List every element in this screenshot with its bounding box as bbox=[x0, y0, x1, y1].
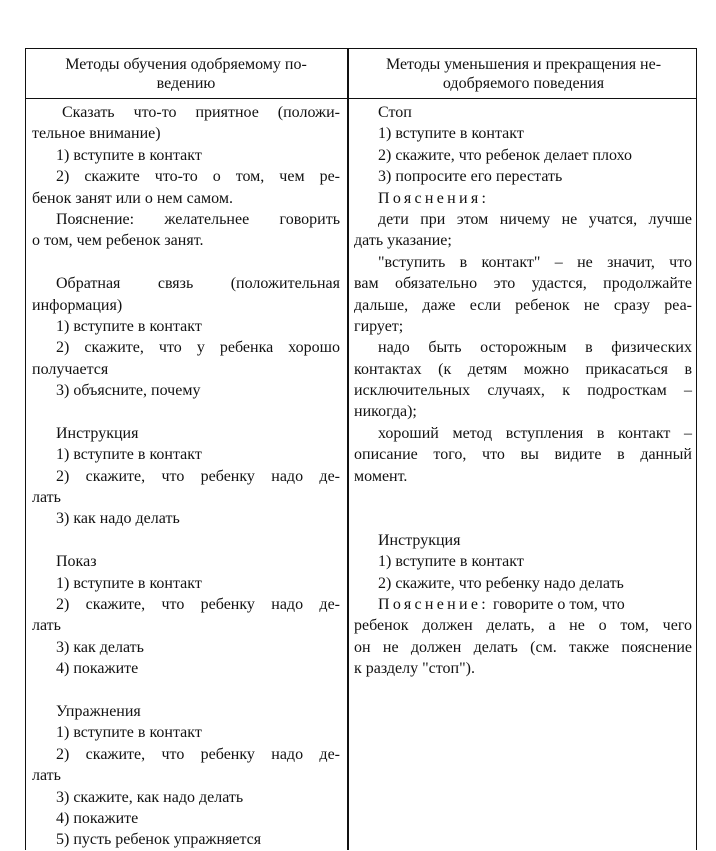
text-line: о том, чем ребенок занят. bbox=[32, 232, 204, 250]
text-line: дальше, даже если ребенок не сразу реа- bbox=[354, 296, 692, 314]
text-line: 2) скажите, что у ребенка хорошо bbox=[56, 339, 340, 357]
text-line: описание того, что вы видите в данный bbox=[354, 446, 692, 464]
text-line: 4) покажите bbox=[56, 809, 139, 827]
text-line: 2) скажите, что ребенку надо де- bbox=[56, 467, 340, 485]
text-line: информация) bbox=[32, 296, 123, 314]
explanation-label: Пояснения: bbox=[378, 189, 490, 207]
blank-line bbox=[32, 252, 340, 273]
text-line: хороший метод вступления в контакт – bbox=[378, 424, 692, 442]
header-approved-behavior bbox=[36, 55, 336, 93]
text-line: 1) вступите в контакт bbox=[56, 446, 202, 464]
text-line: 4) покажите bbox=[56, 660, 139, 678]
text-line: 2) скажите, что ребенок делает плохо bbox=[378, 146, 633, 164]
text-line: момент. bbox=[354, 467, 408, 485]
blank-line bbox=[354, 508, 692, 529]
text-line: "вступить в контакт" – не значит, что bbox=[378, 253, 692, 271]
text-line: дети при этом ничему не учатся, лучше bbox=[378, 210, 692, 228]
text-line: исключительных случаях, к подросткам – bbox=[354, 382, 692, 400]
text-line: вам обязательно это удастся, продолжайте bbox=[354, 275, 692, 293]
text-line: 2) скажите что-то о том, чем ре- bbox=[56, 168, 340, 186]
text-line: гирует; bbox=[354, 317, 404, 335]
text-line bbox=[354, 594, 692, 615]
text-line: дать указание; bbox=[354, 232, 452, 250]
text-line: бенок занят или о нем самом. bbox=[32, 189, 233, 207]
text-line: 1) вступите в контакт bbox=[378, 125, 524, 143]
section-heading: Стоп bbox=[378, 104, 412, 121]
text-line: к разделу "стоп"). bbox=[354, 660, 475, 678]
header-right-text: Методы уменьшения и прекращения не- одобряемого поведения bbox=[385, 56, 662, 92]
text-line: 3) объясните, почему bbox=[56, 382, 201, 400]
left-column-content bbox=[32, 102, 340, 851]
text-line: 3) попросите его перестать bbox=[378, 168, 563, 186]
text-line: никогда); bbox=[354, 403, 417, 421]
blank-line bbox=[32, 401, 340, 422]
text-line: лать bbox=[32, 767, 61, 785]
table-header-row bbox=[26, 49, 696, 99]
text-line: 3) скажите, как надо делать bbox=[56, 788, 244, 806]
text-line: получается bbox=[32, 360, 109, 378]
text-line: 2) скажите, что ребенку надо де- bbox=[56, 595, 340, 613]
column-divider bbox=[347, 49, 349, 850]
section-heading: Упражнения bbox=[56, 702, 141, 720]
section-heading: Показ bbox=[56, 553, 97, 571]
text-line: 2) скажите, что ребенку надо делать bbox=[378, 574, 624, 592]
text-line: 2) скажите, что ребенку надо де- bbox=[56, 745, 340, 763]
blank-line bbox=[32, 680, 340, 701]
text-line: 3) как делать bbox=[56, 638, 144, 656]
right-column-content bbox=[354, 102, 692, 680]
text-line: 5) пусть ребенок упражняется bbox=[56, 831, 262, 849]
header-unapproved-behavior bbox=[356, 55, 691, 93]
section-heading: Инструкция bbox=[56, 424, 139, 442]
explanation-label: Пояснение: bbox=[378, 595, 490, 613]
blank-line bbox=[354, 487, 692, 508]
text-line: контактах (к детям можно прикасаться в bbox=[354, 360, 692, 378]
text-line: 1) вступите в контакт bbox=[56, 574, 202, 592]
text-line: 1) вступите в контакт bbox=[378, 553, 524, 571]
text-line: лать bbox=[32, 489, 61, 507]
text-line: Обратная связь (положительная bbox=[56, 275, 340, 293]
text-line: тельное внимание) bbox=[32, 125, 161, 143]
text-line: 3) как надо делать bbox=[56, 510, 180, 528]
text-line: лать bbox=[32, 617, 61, 635]
text-line: он не должен делать (см. также пояснение bbox=[354, 638, 692, 656]
text-line: Пояснение: желательнее говорить bbox=[56, 210, 340, 228]
section-heading: Инструкция bbox=[378, 531, 461, 549]
explanation-text: говорите о том, что bbox=[489, 595, 625, 613]
text-line: 1) вступите в контакт bbox=[56, 724, 202, 742]
text-line: надо быть осторожным в физических bbox=[378, 339, 692, 357]
methods-table bbox=[25, 48, 697, 850]
text-line: 1) вступите в контакт bbox=[56, 317, 202, 335]
text-line: 1) вступите в контакт bbox=[56, 146, 202, 164]
text-line: ребенок должен делать, а не о том, чего bbox=[354, 617, 692, 635]
header-left-text: Методы обучения одобряемому по- ведению bbox=[65, 56, 307, 92]
text-line: Сказать что-то приятное (положи- bbox=[62, 104, 340, 121]
blank-line bbox=[32, 530, 340, 551]
